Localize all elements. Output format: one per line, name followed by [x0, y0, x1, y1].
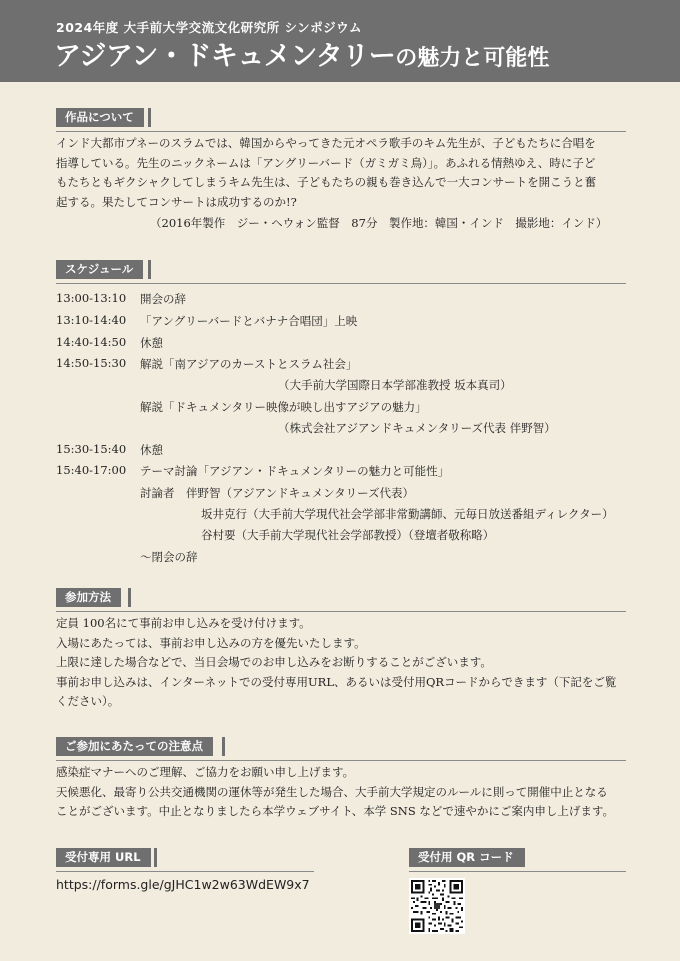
- schedule-text: 〜閉会の辞: [140, 550, 198, 564]
- about-line: 起する。果たしてコンサートは成功するのか!?: [56, 194, 297, 209]
- participation-line: 上限に達した場合などで、当日会場でのお申し込みをお断りすることがございます。: [56, 655, 492, 669]
- about-line: 指導している。先生のニックネームは「アングリーバード（ガミガミ鳥）」。あふれる情熱ゆえ、時に子ど: [56, 155, 596, 170]
- schedule-speaker: （株式会社アジアンドキュメンタリーズ代表 伴野智）: [278, 421, 556, 435]
- schedule-heading-tick: [148, 260, 151, 279]
- schedule-text: テーマ討論「アジアン・ドキュメンタリーの魅力と可能性」: [140, 464, 450, 478]
- schedule-time: 15:30-15:40: [56, 442, 127, 456]
- schedule-panelist: 討論者 伴野智（アジアンドキュメンタリーズ代表）: [140, 486, 415, 500]
- notes-heading-tick: [222, 737, 225, 756]
- notes-rule: [56, 760, 626, 761]
- about-heading-tick: [148, 108, 151, 127]
- schedule-time: 15:40-17:00: [56, 463, 127, 477]
- schedule-text: 解説「ドキュメンタリー映像が映し出すアジアの魅力」: [140, 400, 427, 414]
- schedule-heading: スケジュール: [56, 260, 143, 279]
- participation-heading: 参加方法: [56, 588, 121, 607]
- schedule-panelist: 谷村要（大手前大学現代社会学部教授）（登壇者敬称略）: [201, 528, 495, 542]
- title-tail: の魅力と可能性: [395, 46, 550, 71]
- schedule-text: 解説「南アジアのカーストとスラム社会」: [140, 357, 358, 371]
- notes-text: [56, 763, 614, 822]
- about-rule: [56, 131, 626, 132]
- schedule-rule: [56, 283, 626, 284]
- participation-heading-tick: [128, 588, 131, 607]
- notes-line: 天候悪化、最寄り公共交通機関の運休等が発生した場合、大手前大学規定のルールに則って開催中止となる: [56, 784, 608, 799]
- schedule-text: 「アングリーバードとバナナ合唱団」上映: [140, 314, 358, 328]
- qr-rule: [409, 871, 626, 872]
- schedule-text: 開会の辞: [140, 292, 186, 306]
- header-subtitle: 2024年度 大手前大学交流文化研究所 シンポジウム: [56, 20, 363, 35]
- qr-code-icon[interactable]: [409, 878, 465, 934]
- schedule-time: 13:10-14:40: [56, 313, 127, 327]
- url-heading-tick: [154, 848, 157, 867]
- schedule-time: 13:00-13:10: [56, 291, 127, 305]
- page-header: [0, 0, 680, 82]
- about-heading: 作品について: [56, 108, 144, 127]
- title-main: アジアン・ドキュメンタリー: [54, 41, 396, 72]
- schedule-time: 14:40-14:50: [56, 335, 127, 349]
- schedule-text: 休憩: [140, 336, 163, 350]
- about-line: インド大都市プネーのスラムでは、韓国からやってきた元オペラ歌手のキム先生が、子どもたちに合唱を: [56, 136, 596, 150]
- url-rule: [56, 871, 314, 872]
- schedule-text: 休憩: [140, 443, 163, 457]
- notes-line: ことがございます。中止となりましたら本学ウェブサイト、本学 SNS などで速やかにご案内申し上げます。: [56, 804, 614, 818]
- participation-line: 入場にあたっては、事前お申し込みの方を優先いたします。: [56, 635, 366, 650]
- notes-heading: ご参加にあたっての注意点: [56, 737, 213, 756]
- about-credits: （2016年製作 ジー・ヘウォン監督 87分 製作地：韓国・インド 撮影地：インド）: [150, 216, 608, 230]
- schedule-panelist: 坂井克行（大手前大学現代社会学部非常勤講師、元毎日放送番組ディレクター）: [201, 507, 614, 521]
- registration-url-link[interactable]: https://forms.gle/gJHC1w2w63WdEW9x7: [56, 877, 310, 892]
- url-heading: 受付専用 URL: [56, 848, 151, 867]
- participation-rule: [56, 611, 626, 612]
- participation-line: 定員 100名にて事前お申し込みを受け付けます。: [56, 616, 311, 630]
- schedule-speaker: （大手前大学国際日本学部准教授 坂本真司）: [278, 378, 512, 392]
- schedule-time: 14:50-15:30: [56, 356, 127, 370]
- notes-line: 感染症マナーへのご理解、ご協力をお願い申し上げます。: [56, 765, 355, 779]
- about-text: [56, 134, 596, 212]
- qr-heading: 受付用 QR コード: [409, 848, 524, 867]
- participation-line: ください）。: [56, 694, 120, 708]
- participation-text: [56, 614, 616, 712]
- qr-heading-tick: [522, 848, 525, 867]
- about-line: もたちともギクシャクしてしまうキム先生は、子どもたちの親も巻き込んで一大コンサートを開こうと奮: [56, 175, 597, 189]
- participation-line: 事前お申し込みは、インターネットでの受付専用URL、あるいは受付用QRコードからできます（下記をご覧: [56, 674, 617, 689]
- page-title: [54, 34, 549, 73]
